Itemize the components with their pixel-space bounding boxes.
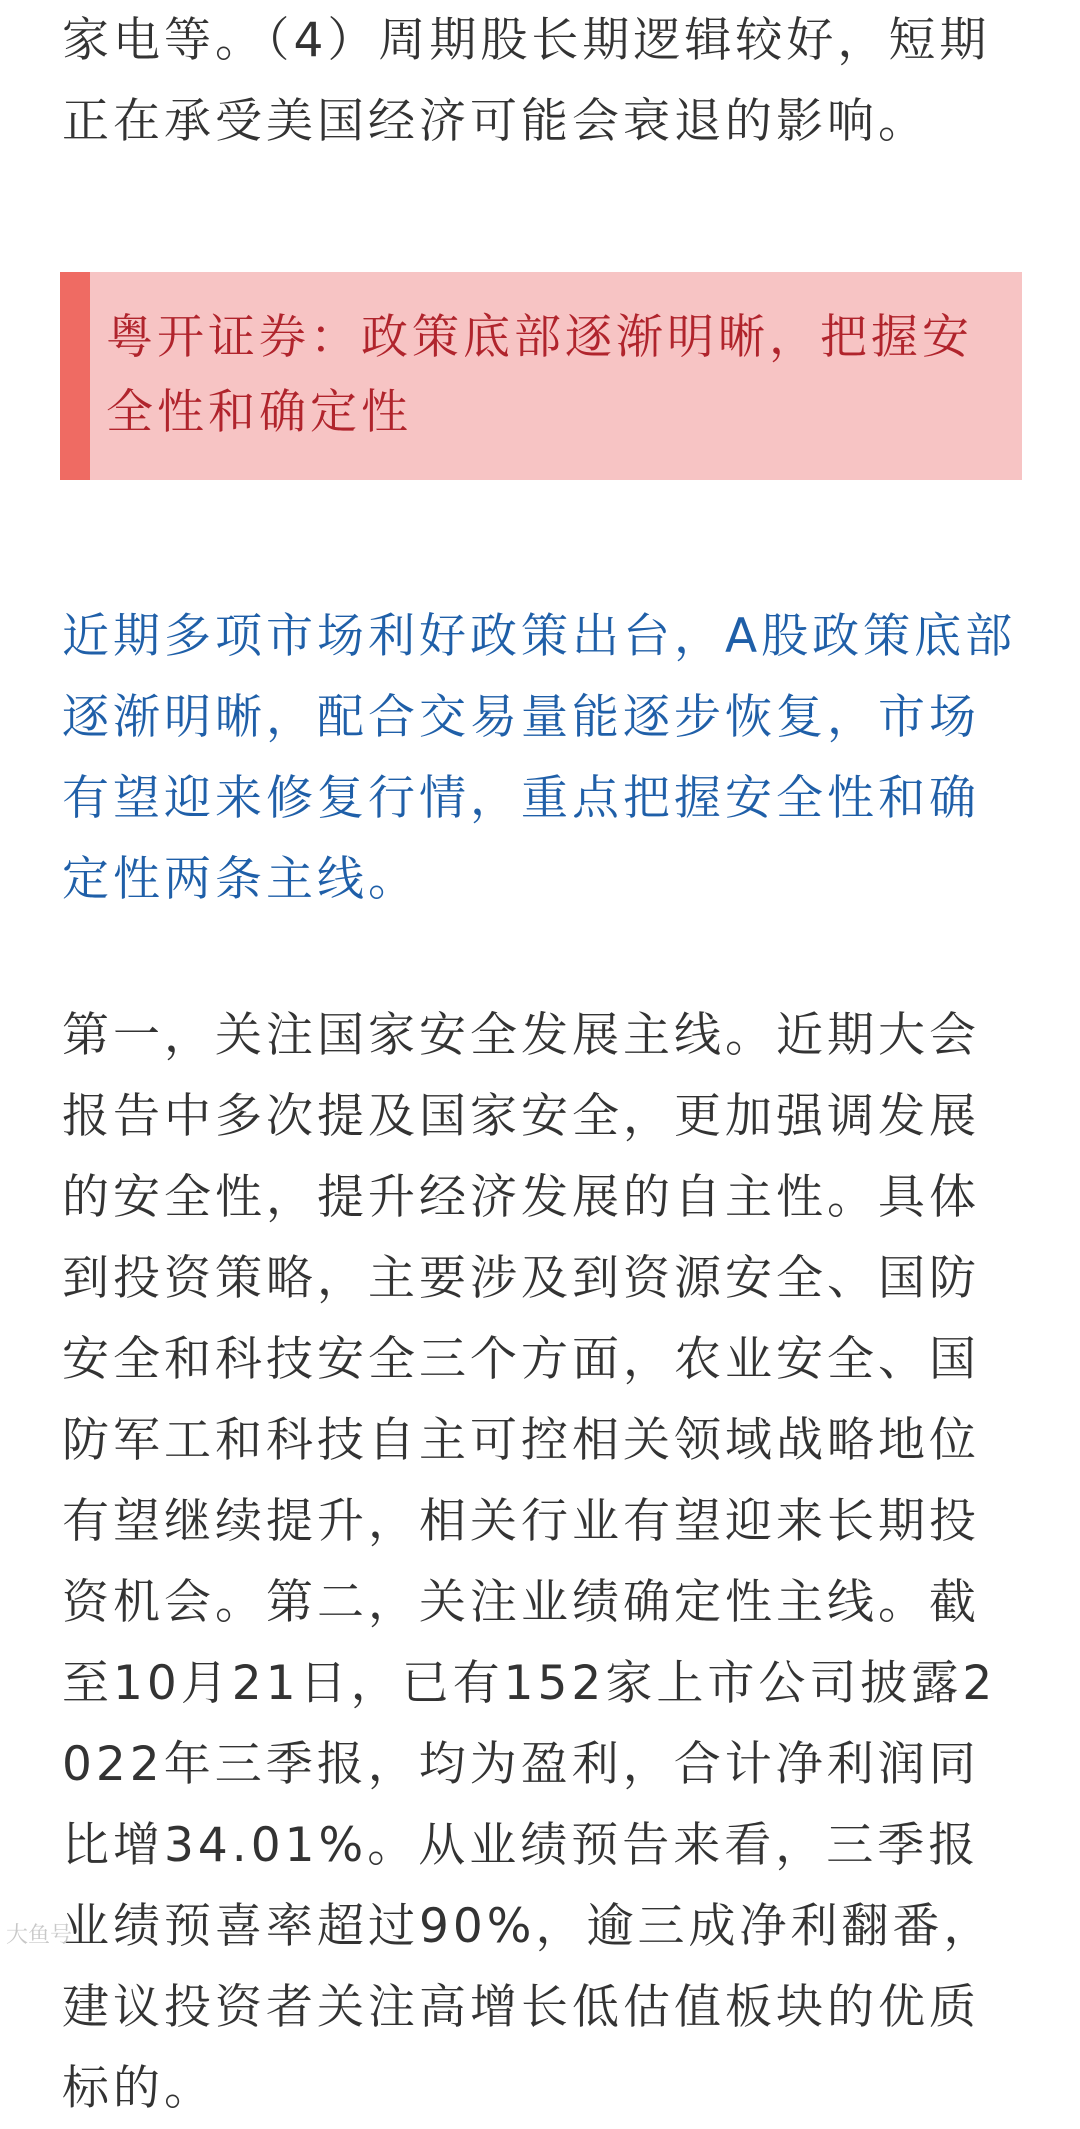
callout-title: 粤开证券：政策底部逐渐明晰，把握安全性和确定性	[106, 310, 973, 440]
paragraph-top: 家电等。（4）周期股长期逻辑较好，短期正在承受美国经济可能会衰退的影响。	[62, 13, 991, 149]
highlight-paragraph: 近期多项市场利好政策出台，A股政策底部逐渐明晰，配合交易量能逐步恢复，市场有望迎来修复行情，重点把握安全性和确定性两条主线。	[62, 609, 1017, 907]
watermark: 大鱼号	[6, 1923, 73, 1948]
body-paragraph: 第一，关注国家安全发展主线。近期大会报告中多次提及国家安全，更加强调发展的安全性，提升经济发展的自主性。具体到投资策略，主要涉及到资源安全、国防安全和科技安全三个方面，农业安全、国防军工和科技自主可控相关领域战略地位有望继续提升，相关行业有望迎来长期投资机会。第二，关注业绩确定性主线。截至10月21日，已有152家上市公司披露2022年三季报，均为盈利，合计净利润同比增34.01%。从业绩预告来看，三季报业绩预喜率超过90%，逾三成净利翻番，建议投资者关注高增长低估值板块的优质标的。	[62, 1008, 997, 2116]
